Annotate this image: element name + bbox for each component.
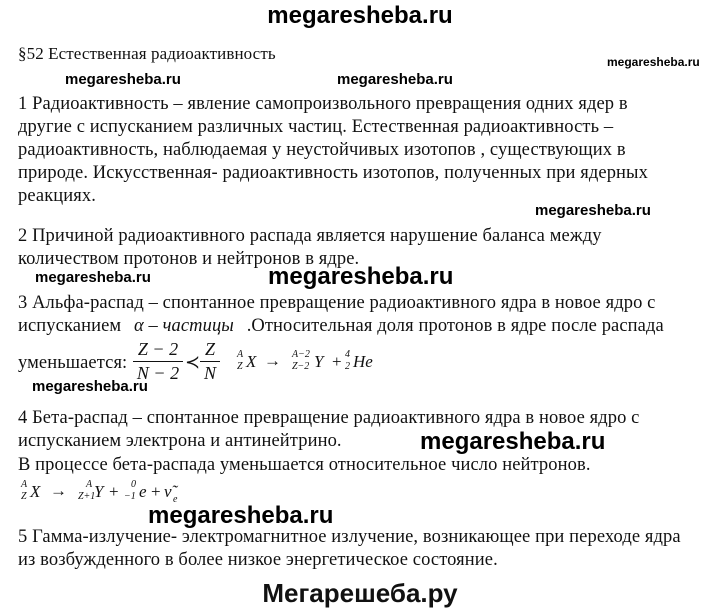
arrow-icon: → <box>264 351 281 370</box>
relation-symbol: ≺ <box>185 352 201 372</box>
fraction-right <box>200 339 220 384</box>
paragraph-line: радиоактивность, наблюдаемая у неустойчивых изотопов , существующих в <box>18 140 626 160</box>
paragraph-line: количеством протонов и нейтронов в ядре. <box>18 249 360 269</box>
fraction-numerator: Z − 2 <box>137 339 179 359</box>
fraction-bar <box>133 361 183 362</box>
line-end: .Относительная доля протонов в ядре после распада <box>246 316 664 336</box>
antineutrino-subscript: e <box>173 494 178 505</box>
watermark: megaresheba.ru <box>32 378 148 395</box>
paragraph-line: 5 Гамма-излучение- электромагнитное излучение, возникающее при переходе ядра <box>18 527 681 547</box>
footer-site-title: Мегарешеба.ру <box>262 578 458 608</box>
plus-sign: + <box>109 482 119 501</box>
daughter-nucleus: Y <box>94 482 104 501</box>
daughter-nucleus: Y <box>314 352 324 371</box>
paragraph-line: другие с испусканием различных частиц. Естественная радиоактивность – <box>18 117 614 137</box>
section-title: §52 Естественная радиоактивность <box>18 44 276 63</box>
mass-number: 4 <box>345 349 350 360</box>
fraction-bar <box>200 361 220 362</box>
watermark: megaresheba.ru <box>337 71 453 88</box>
antineutrino: ν̃ <box>164 482 172 501</box>
mass-number: A <box>86 479 93 490</box>
watermark: megaresheba.ru <box>268 263 454 290</box>
paragraph-line: 3 Альфа-распад – спонтанное превращение радиоактивного ядра в новое ядро с <box>18 293 656 313</box>
arrow-icon: → <box>50 481 67 500</box>
paragraph-line: 2 Причиной радиоактивного распада является нарушение баланса между <box>18 226 602 246</box>
alpha-particle-term: α – частицы <box>133 316 234 336</box>
fraction-denominator: N <box>203 363 216 383</box>
fraction-numerator: Z <box>204 339 215 359</box>
watermark: megaresheba.ru <box>535 202 651 219</box>
mass-number: A <box>237 349 244 360</box>
charge-number: 2 <box>345 361 350 372</box>
watermark: megaresheba.ru <box>35 269 151 286</box>
paragraph-line: В процессе бета-распада уменьшается относительное число нейтронов. <box>18 455 591 475</box>
watermark: megaresheba.ru <box>148 502 334 529</box>
header-site-title: megaresheba.ru <box>267 2 453 29</box>
paragraph-line: испусканием электрона и антинейтрино. <box>18 431 342 451</box>
paragraph-line <box>18 316 664 337</box>
mass-number: 0 <box>131 479 136 490</box>
watermark: megaresheba.ru <box>607 55 700 69</box>
mass-number: A <box>21 479 28 490</box>
parent-nucleus: X <box>30 482 41 501</box>
plus-sign: + <box>332 352 342 371</box>
paragraph-line: 4 Бета-распад – спонтанное превращение радиоактивного ядра в новое ядро с <box>18 408 640 428</box>
charge-number: Z <box>237 361 243 372</box>
parent-nucleus: X <box>246 352 257 371</box>
paragraph-line: 1 Радиоактивность – явление самопроизвольного превращения одних ядер в <box>18 94 628 114</box>
mass-number: A−2 <box>292 349 310 360</box>
paragraph-line: природе. Искусственная- радиоактивность изотопов, полученных при ядерных <box>18 163 648 183</box>
charge-number: −1 <box>124 491 136 502</box>
paragraph-line: из возбужденного в более низкое энергетическое состояние. <box>18 550 498 570</box>
charge-number: Z−2 <box>292 361 310 372</box>
watermark: megaresheba.ru <box>65 71 181 88</box>
charge-number: Z+1 <box>78 491 96 502</box>
watermark: megaresheba.ru <box>420 428 606 455</box>
paragraph-line: реакциях. <box>18 186 96 206</box>
charge-number: Z <box>21 491 27 502</box>
paragraph-line: уменьшается: <box>18 353 128 373</box>
electron: e <box>139 482 147 501</box>
line-start: испусканием <box>18 316 122 336</box>
helium-nucleus: He <box>353 352 373 371</box>
plus-sign: + <box>151 482 161 501</box>
fraction-denominator: N − 2 <box>136 363 180 383</box>
